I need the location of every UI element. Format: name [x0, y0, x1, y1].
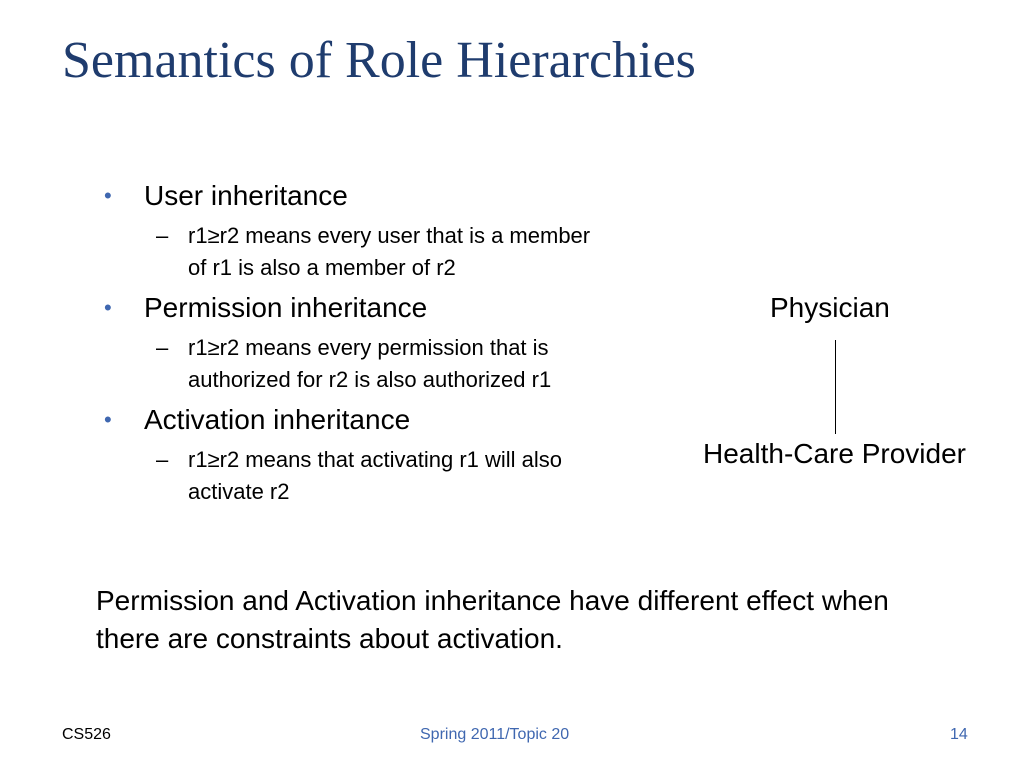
- bullet-activation-inheritance: [104, 400, 684, 440]
- bullet-label: Permission inheritance: [144, 292, 428, 323]
- bullet-list: [104, 176, 684, 512]
- sub-bullet-text: r1≥r2 means that activating r1 will also activate r2: [188, 447, 563, 504]
- sub-bullet-permission-inheritance: [104, 332, 608, 396]
- bullet-user-inheritance: [104, 176, 684, 216]
- role-health-care-provider: Health-Care Provider: [703, 438, 966, 469]
- page-number: 14: [950, 726, 968, 743]
- footer-topic: Spring 2011/Topic 20: [420, 726, 570, 743]
- footer-course: CS526: [62, 726, 111, 743]
- sub-bullet-marker: –: [156, 447, 169, 472]
- hierarchy-connector-line: [835, 340, 836, 434]
- bullet-label: Activation inheritance: [144, 404, 411, 435]
- sub-bullet-marker: –: [156, 335, 169, 360]
- role-physician: Physician: [770, 292, 890, 323]
- bullet-marker: •: [104, 183, 112, 208]
- sub-bullet-activation-inheritance: [104, 444, 608, 508]
- slide-title: Semantics of Role Hierarchies: [62, 32, 696, 89]
- slide-note: Permission and Activation inheritance have different effect when there are constraints about activation.: [96, 585, 889, 654]
- bullet-label: User inheritance: [144, 180, 348, 211]
- sub-bullet-marker: –: [156, 223, 169, 248]
- sub-bullet-user-inheritance: [104, 220, 608, 284]
- bullet-marker: •: [104, 295, 112, 320]
- sub-bullet-text: r1≥r2 means every permission that is authorized for r2 is also authorized r1: [188, 335, 552, 392]
- bullet-permission-inheritance: [104, 288, 684, 328]
- sub-bullet-text: r1≥r2 means every user that is a member of r1 is also a member of r2: [188, 223, 591, 280]
- bullet-marker: •: [104, 407, 112, 432]
